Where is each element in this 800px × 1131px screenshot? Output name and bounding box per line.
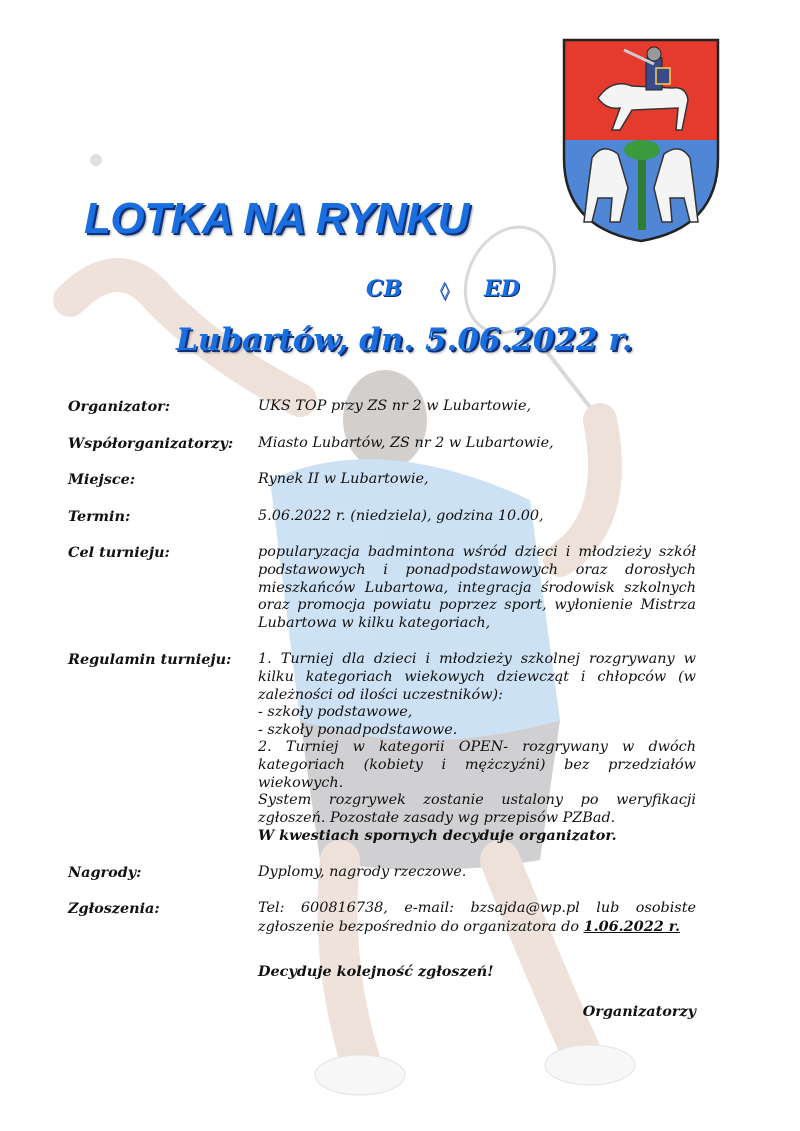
applications-deadline: 1.06.2022 r. [583, 918, 681, 936]
place-label: Miejsce: [68, 471, 136, 489]
signature: Organizatorzy [582, 1003, 696, 1020]
ornament-left: CB [366, 276, 403, 302]
date-value: 5.06.2022 r. (niedziela), godzina 10.00, [258, 507, 544, 524]
applications-text: Tel: 600816738, e-mail: bzsajda@wp.pl lub osobiste zgłoszenie bezpośrednio do organizatora do [258, 900, 696, 936]
organizer-label: Organizator: [68, 398, 171, 415]
coat-of-arms-icon [562, 38, 720, 243]
coorganizers-value: Miasto Lubartów, ZS nr 2 w Lubartowie, [258, 434, 554, 451]
rules-line: 1. Turniej dla dzieci i młodzieży szkolnej rozgrywany w kilku kategoriach wiekowych dziewcząt i chłopców (w zależności od ilości uczestników): [258, 651, 696, 703]
rules-line-disputes: W kwestiach spornych decyduje organizator. [258, 827, 617, 845]
tournament-info [68, 398, 696, 956]
rules-label: Regulamin turnieju: [68, 651, 232, 669]
applications-value [258, 900, 696, 936]
info-row-organizer [68, 398, 696, 416]
rules-line: 2. Turniej w kategorii OPEN- rozgrywany w dwóch kategoriach (kobiety i mężczyźni) bez przedziałów wiekowych. [258, 739, 696, 791]
date-label: Termin: [68, 507, 131, 525]
goal-value: popularyzacja badmintona wśród dzieci i młodzieży szkół podstawowych i ponadpodstawowych oraz dorosłych mieszkańców Lubartowa, integracja środowisk szkolnych oraz promocja powiatu poprzez sport, wyłonienie Mistrza Lubartowa w kilku kategoriach, [258, 544, 696, 631]
goal-label: Cel turnieju: [68, 544, 170, 562]
info-row-date [68, 508, 696, 526]
page-title: LOTKA NA RYNKU [84, 194, 469, 243]
coorganizers-label: Współorganizatorzy: [68, 434, 234, 452]
ornament-diamond: ◊ [440, 280, 449, 301]
info-row-coorganizers [68, 435, 696, 453]
info-row-applications [68, 900, 696, 936]
info-row-goal [68, 544, 696, 632]
info-row-rules [68, 651, 696, 845]
info-row-prizes [68, 864, 696, 882]
rules-line: - szkoły ponadpodstawowe. [258, 721, 458, 738]
prizes-label: Nagrody: [68, 863, 142, 881]
applications-label: Zgłoszenia: [68, 900, 160, 918]
place-value: Rynek II w Lubartowie, [258, 471, 429, 488]
prizes-value: Dyplomy, nagrody rzeczowe. [258, 863, 467, 880]
rules-line: - szkoły podstawowe, [258, 704, 413, 721]
info-row-place [68, 471, 696, 489]
rules-value [258, 651, 696, 845]
event-date-heading: Lubartów, dn. 5.06.2022 r. [176, 322, 633, 358]
organizer-value: UKS TOP przy ZS nr 2 w Lubartowie, [258, 398, 532, 414]
rules-line: System rozgrywek zostanie ustalony po weryfikacji zgłoszeń. Pozostałe zasady wg przepisów PZBad. [258, 792, 696, 826]
order-note: Decyduje kolejność zgłoszeń! [258, 963, 494, 980]
ornament-right: ED [484, 276, 520, 302]
